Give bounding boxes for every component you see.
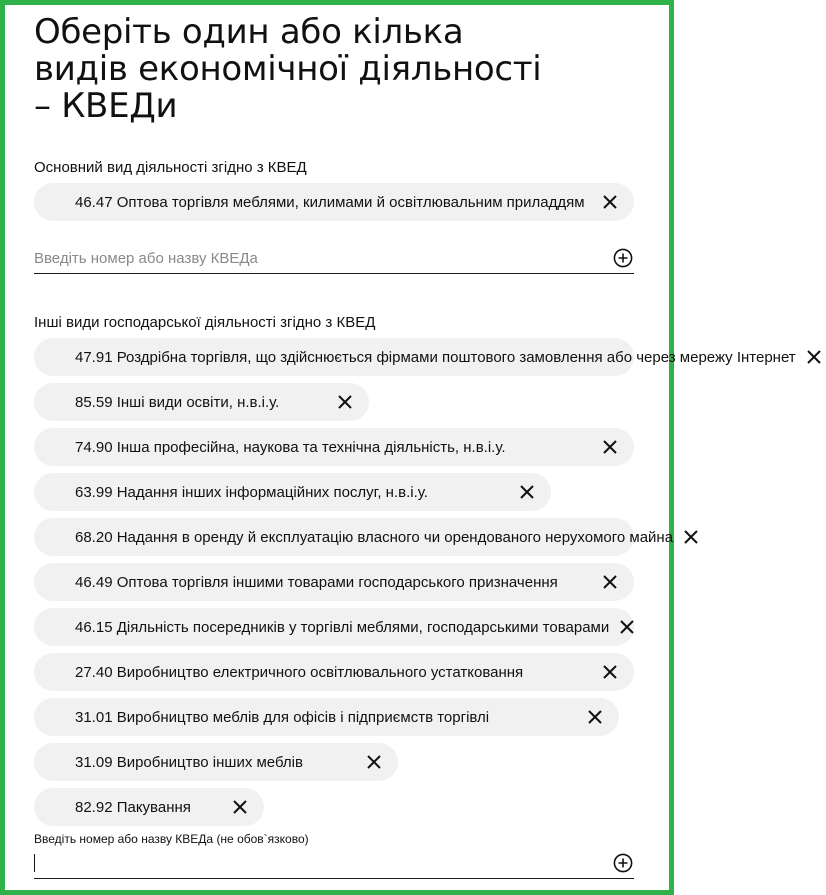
remove-kved-button[interactable] <box>615 615 639 639</box>
plus-circle-icon <box>613 853 633 873</box>
close-icon <box>806 349 822 365</box>
main-kved-label: Основний вид діяльності згідно з КВЕД <box>34 159 307 176</box>
other-kved-chip <box>34 653 634 691</box>
close-icon <box>587 709 603 725</box>
chip-label: 27.40 Виробництво електричного освітлювального устатковання <box>75 663 524 681</box>
close-icon <box>602 664 618 680</box>
kved-form <box>34 8 796 846</box>
remove-kved-button[interactable] <box>598 660 622 684</box>
close-icon <box>602 439 618 455</box>
remove-kved-button[interactable] <box>515 480 539 504</box>
chip-label: 82.92 Пакування <box>75 798 191 816</box>
remove-kved-button[interactable] <box>333 390 357 414</box>
other-kved-chip <box>34 563 634 601</box>
remove-kved-button[interactable] <box>362 750 386 774</box>
close-icon <box>232 799 248 815</box>
remove-kved-button[interactable] <box>228 795 252 819</box>
other-kved-chip <box>34 383 369 421</box>
remove-main-kved-button[interactable] <box>598 190 622 214</box>
plus-circle-icon <box>613 248 633 268</box>
chip-label: 85.59 Інші види освіти, н.в.і.у. <box>75 393 280 411</box>
other-kved-chip <box>34 608 634 646</box>
main-kved-search <box>34 243 634 274</box>
other-kved-chip <box>34 743 398 781</box>
chip-label: 31.01 Виробництво меблів для офісів і підприємств торгівлі <box>75 708 490 726</box>
main-kved-chip <box>34 183 634 221</box>
chip-label: 63.99 Надання інших інформаційних послуг, н.в.і.у. <box>75 483 428 501</box>
remove-kved-button[interactable] <box>598 435 622 459</box>
remove-kved-button[interactable] <box>679 525 703 549</box>
close-icon <box>519 484 535 500</box>
add-main-kved-button[interactable] <box>612 247 634 269</box>
close-icon <box>337 394 353 410</box>
other-kved-chip <box>34 518 674 556</box>
chip-label: 31.09 Виробництво інших меблів <box>75 753 303 771</box>
chip-label: 46.49 Оптова торгівля іншими товарами господарського призначення <box>75 573 558 591</box>
other-kved-input[interactable] <box>34 854 612 872</box>
other-kved-chip <box>34 473 551 511</box>
page-title: Оберіть один або кілька видів економічної діяльності – КВЕДи <box>34 12 542 126</box>
close-icon <box>602 194 618 210</box>
chip-label: 46.15 Діяльність посередників у торгівлі меблями, господарськими товарами <box>75 618 610 636</box>
close-icon <box>683 529 699 545</box>
other-kved-chip <box>34 338 796 376</box>
other-kved-chip <box>34 428 634 466</box>
remove-kved-button[interactable] <box>802 345 826 369</box>
other-kved-search <box>34 848 634 879</box>
add-other-kved-button[interactable] <box>612 852 634 874</box>
main-kved-input[interactable] <box>34 250 612 267</box>
remove-kved-button[interactable] <box>583 705 607 729</box>
other-kved-input-label: Введіть номер або назву КВЕДа (не обов`язково) <box>34 832 309 846</box>
chip-label: 68.20 Надання в оренду й експлуатацію власного чи орендованого нерухомого майна <box>75 528 674 546</box>
chip-label: 47.91 Роздрібна торгівля, що здійснюється фірмами поштового замовлення або через мережу Інтернет <box>75 348 796 366</box>
chip-label: 74.90 Інша професійна, наукова та технічна діяльність, н.в.і.у. <box>75 438 506 456</box>
other-kved-chip <box>34 788 264 826</box>
chip-label: 46.47 Оптова торгівля меблями, килимами й освітлювальним приладдям <box>75 193 585 211</box>
other-kved-chip <box>34 698 619 736</box>
close-icon <box>619 619 635 635</box>
remove-kved-button[interactable] <box>598 570 622 594</box>
close-icon <box>602 574 618 590</box>
other-kved-label: Інші види господарської діяльності згідно з КВЕД <box>34 314 376 331</box>
close-icon <box>366 754 382 770</box>
